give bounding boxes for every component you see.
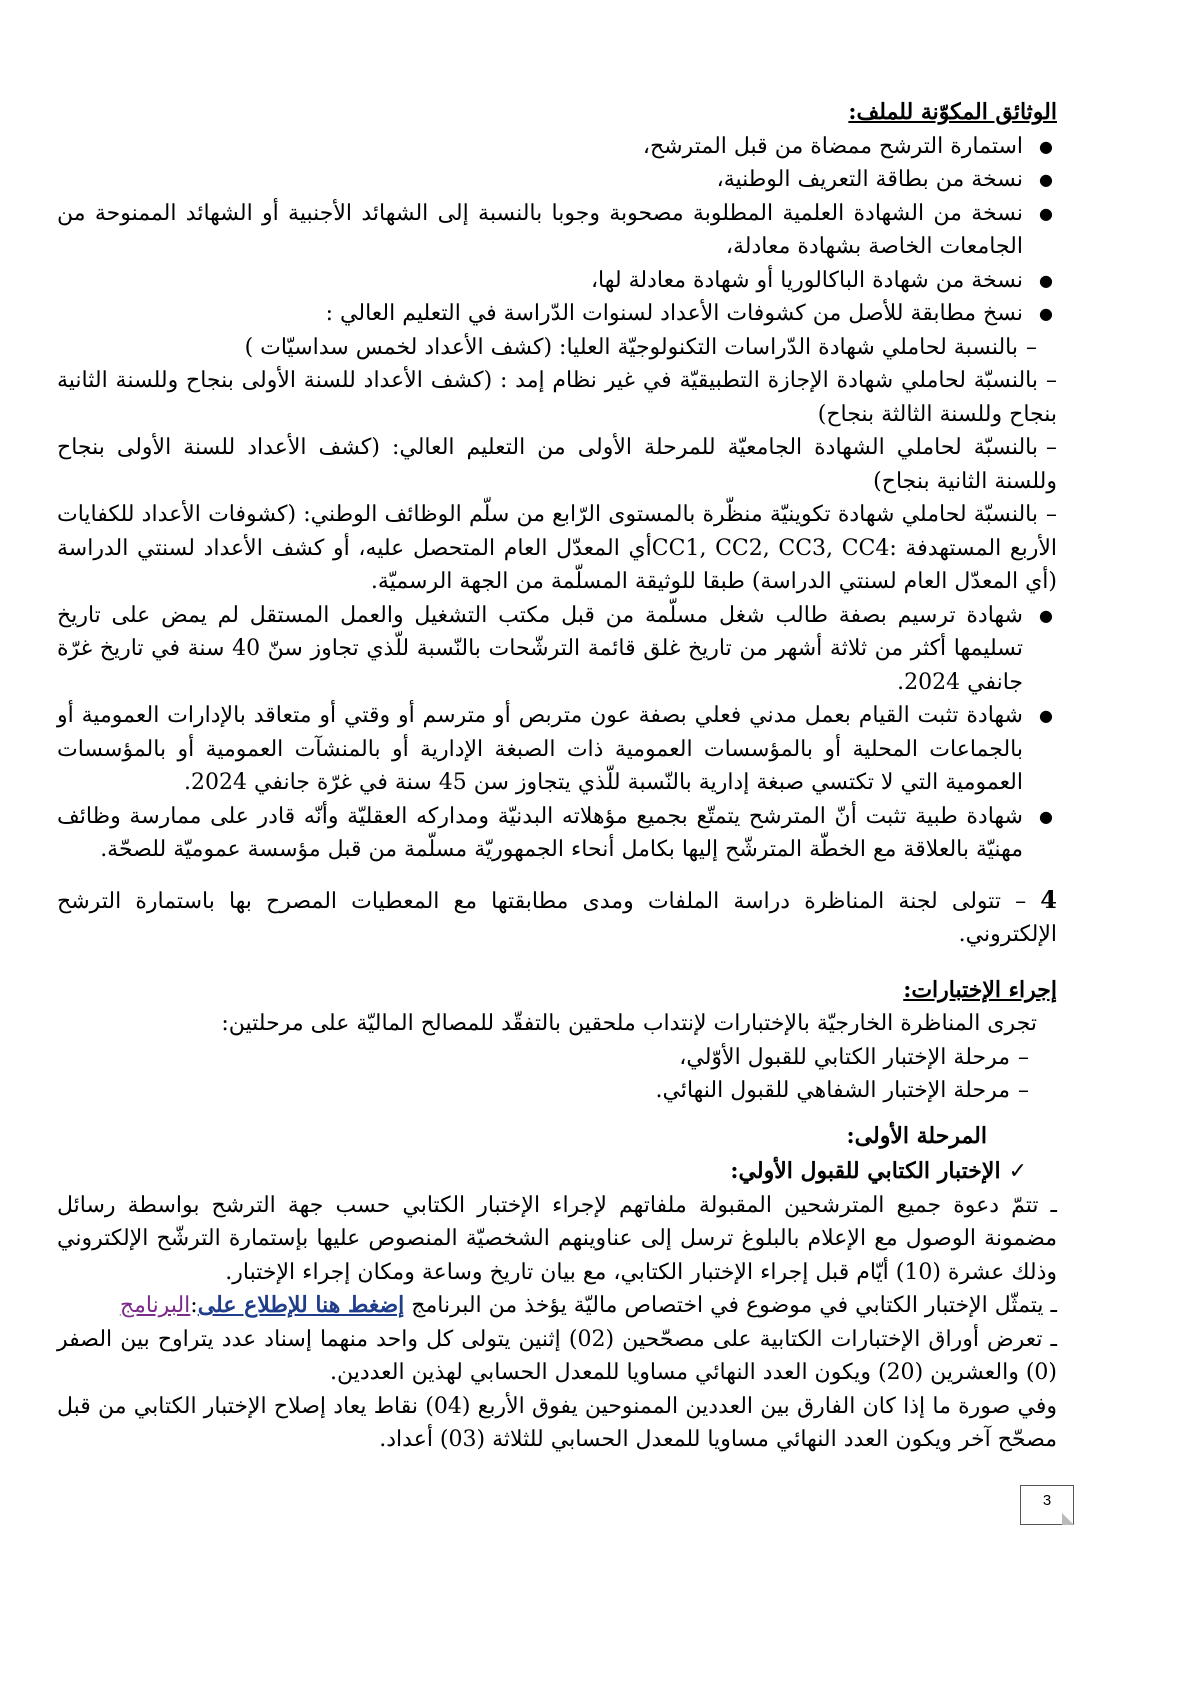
dash-item-text: بالنسبّة لحاملي شهادة تكوينيّة منظّرة بالمستوى الرّابع من سلّم الوظائف الوطني: (كشوفات الأعداد للكفايات الأربع المستهدفة :CC1, CC2, CC3, CC4أي المعدّل العام المتحصل عليه، أو كشف الأعداد لسنتي الدراسة (أي المعدّل العام لسنتي الدراسة) طبقا للوثيقة المسلّمة من الجهة الرسميّة. <box>57 502 1057 594</box>
numbered-item-4 <box>57 883 1057 952</box>
dash-item: –بالنسبّة لحاملي شهادة الإجازة التطبيقيّة في غير نظام إمد : (كشف الأعداد للسنة الأولى بنجاح وللسنة الثانية بنجاح وللسنة الثالثة بنجاح) <box>57 368 1057 427</box>
dash-item-text: بالنسبّة لحاملي شهادة الإجازة التطبيقيّة في غير نظام إمد : (كشف الأعداد للسنة الأولى بنجاح وللسنة الثانية بنجاح وللسنة الثالثة بنجاح) <box>57 368 1057 427</box>
list-item: ● شهادة ترسيم بصفة طالب شغل مسلّمة من قبل مكتب التشغيل والعمل المستقل لم يمض على تاريخ تسليمها أكثر من ثلاثة أشهر من تاريخ غلق قائمة الترشّحات بالنّسبة للّذي تجاوز سنّ 40 سنة في تاريخ غرّة جانفي 2024. <box>57 599 1057 700</box>
checkmark-icon: ✓ <box>1008 1159 1027 1184</box>
tests-heading: إجراء الإختبارات: <box>903 976 1057 1003</box>
stage-item-text: مرحلة الإختبار الشفاهي للقبول النهائي. <box>655 1078 1010 1103</box>
tests-intro: تجرى المناظرة الخارجيّة بالإختبارات لإنتداب ملحقين بالتفقّد للمصالح الماليّة على مرحلتين: <box>221 1011 1037 1036</box>
stage-item: –مرحلة الإختبار الشفاهي للقبول النهائي. <box>655 1078 1029 1103</box>
page-fold-icon <box>1062 1513 1074 1525</box>
list-item: ● نسخة من بطاقة التعريف الوطنية، <box>57 163 1057 197</box>
page-number-box <box>1020 1485 1074 1525</box>
paragraph: وفي صورة ما إذا كان الفارق بين العددين الممنوحين يفوق الأربع (04) نقاط يعاد إصلاح الإختبار الكتابي من قبل مصحّح آخر ويكون العدد النهائي مساويا للمعدل الحسابي للثلاثة (03) أعداد. <box>57 1393 1058 1452</box>
dash-item-text: بالنسبّة لحاملي الشهادة الجامعيّة للمرحلة الأولى من التعليم العالي: (كشف الأعداد للسنة الأولى بنجاح وللسنة الثانية بنجاح) <box>57 435 1057 494</box>
paragraph: ـ تتمّ دعوة جميع المترشحين المقبولة ملفاتهم لإجراء الإختبار الكتابي حسب جهة الترشح بواسطة رسائل مضمونة الوصول مع الإعلام بالبلوغ ترسل إلى عناوينهم الشخصيّة المنصوص عليها بإستمارة الترشّح الإلكتروني وذلك عشرة (10) أيّام قبل إجراء الإختبار الكتابي، مع بيان تاريخ وساعة ومكان إجراء الإختبار. <box>57 1192 1057 1285</box>
link-colon: : <box>190 1293 198 1318</box>
item-text: – تتولى لجنة المناظرة دراسة الملفات ومدى مطابقتها مع المعطيات المصرح بها باستمارة الترشح الإلكتروني. <box>57 888 1057 947</box>
list-item: ● استمارة الترشح ممضاة من قبل المترشح، <box>57 130 1057 164</box>
list-item: ● نسخة من الشهادة العلمية المطلوبة مصحوبة وجوبا بالنسبة إلى الشهائد الأجنبية أو الشهائد الممنوحة من الجامعات الخاصة بشهادة معادلة، <box>57 197 1057 264</box>
docs-list-2 <box>57 599 1057 867</box>
written-test-title-row <box>57 1155 1057 1189</box>
stage-item: –مرحلة الإختبار الكتابي للقبول الأوّلي، <box>679 1044 1029 1070</box>
paragraph-text: ـ يتمثّل الإختبار الكتابي في موضوع في اختصاص ماليّة يؤخذ من البرنامج <box>404 1293 1057 1318</box>
dash-item: –بالنسبّة لحاملي الشهادة الجامعيّة للمرحلة الأولى من التعليم العالي: (كشف الأعداد للسنة الأولى بنجاح وللسنة الثانية بنجاح) <box>57 435 1057 494</box>
dash-item: –بالنسبة لحاملي شهادة الدّراسات التكنولوجيّة العليا: (كشف الأعداد لخمس سداسيّات ) <box>244 334 1037 360</box>
docs-list <box>57 130 1057 331</box>
list-item: ● شهادة طبية تثبت أنّ المترشح يتمتّع بجميع مؤهلاته البدنيّة ومداركه العقليّة وأنّه قادر على ممارسة وظائف مهنيّة بالعلاقة مع الخطّة المترشّح إليها بكامل أنحاء الجمهوريّة مسلّمة من قبل مؤسسة عموميّة للصحّة. <box>57 800 1057 867</box>
written-test-title: الإختبار الكتابي للقبول الأولي: <box>730 1158 1001 1184</box>
program-link[interactable]: إضغط هنا للإطلاع على <box>197 1292 405 1318</box>
page-number: 3 <box>1042 1492 1052 1509</box>
docs-heading: الوثائق المكوّنة للملف: <box>848 99 1057 125</box>
item-number: 4 <box>1040 884 1057 914</box>
dash-item: –بالنسبّة لحاملي شهادة تكوينيّة منظّرة بالمستوى الرّابع من سلّم الوظائف الوطني: (كشوفات الأعداد للكفايات الأربع المستهدفة :CC1, CC2, CC3, CC4أي المعدّل العام المتحصل عليه، أو كشف الأعداد لسنتي الدراسة (أي المعدّل العام لسنتي الدراسة) طبقا للوثيقة المسلّمة من الجهة الرسميّة. <box>57 502 1057 594</box>
stage-one-title: المرحلة الأولى: <box>846 1122 987 1149</box>
program-link-2[interactable]: البرنامج <box>119 1293 191 1318</box>
paragraph-with-link <box>57 1289 1057 1323</box>
document-body <box>57 96 1057 1457</box>
stage-item-text: مرحلة الإختبار الكتابي للقبول الأوّلي، <box>679 1044 1010 1070</box>
list-item: ● نسخ مطابقة للأصل من كشوفات الأعداد لسنوات الدّراسة في التعليم العالي : <box>57 297 1057 331</box>
paragraph: ـ تعرض أوراق الإختبارات الكتابية على مصحّحين (02) إثنين يتولى كل واحد منهما إسناد عدد يتراوح بين الصفر (0) والعشرين (20) ويكون العدد النهائي مساويا للمعدل الحسابي لهذين العددين. <box>57 1326 1058 1385</box>
list-item: ● شهادة تثبت القيام بعمل مدني فعلي بصفة عون متربص أو مترسم أو وقتي أو متعاقد بالإدارات العمومية أو بالجماعات المحلية أو بالمؤسسات العمومية ذات الصبغة الإدارية أو بالمنشآت العمومية أو بالمؤسسات العمومية التي لا تكتسي صبغة إدارية بالنّسبة للّذي يتجاوز سن 45 سنة في غرّة جانفي 2024. <box>57 699 1057 800</box>
list-item: ● نسخة من شهادة الباكالوريا أو شهادة معادلة لها، <box>57 264 1057 298</box>
dash-item-text: بالنسبة لحاملي شهادة الدّراسات التكنولوجيّة العليا: (كشف الأعداد لخمس سداسيّات ) <box>244 334 1018 360</box>
